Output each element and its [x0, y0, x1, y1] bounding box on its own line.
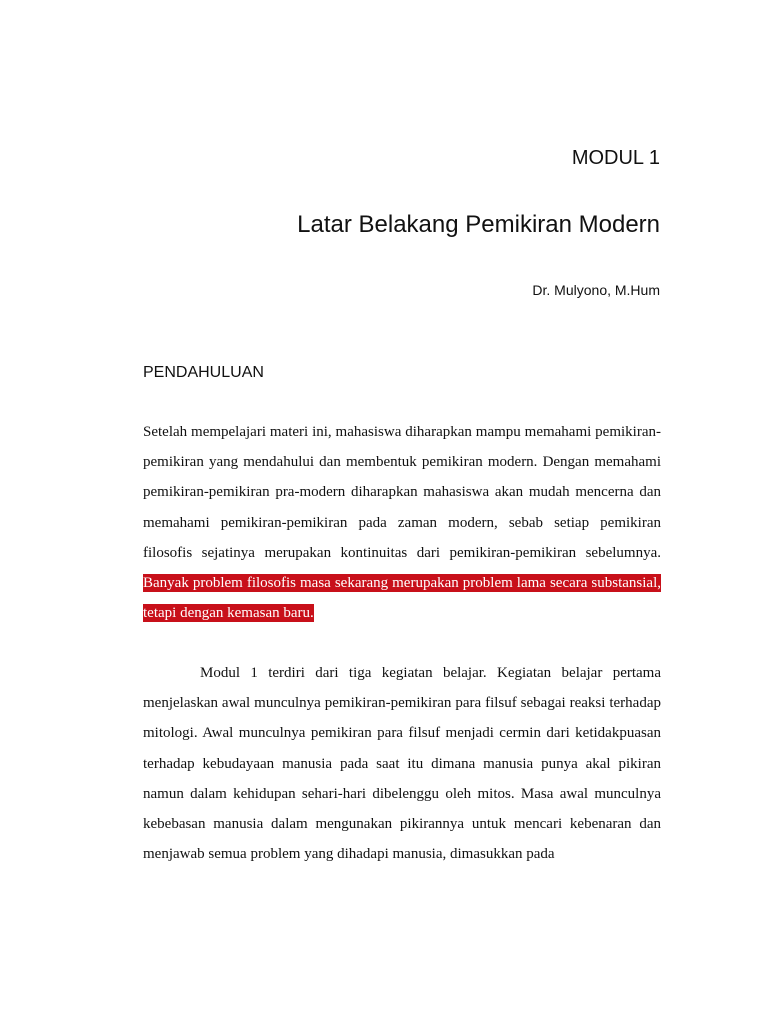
highlighted-sentence: Banyak problem filosofis masa sekarang merupakan problem lama secara substansial, tetapi dengan kemasan baru. [143, 575, 661, 622]
intro-paragraph [143, 417, 661, 628]
module-label: MODUL 1 [571, 147, 660, 169]
module-overview-paragraph: Modul 1 terdiri dari tiga kegiatan belajar. Kegiatan belajar pertama menjelaskan awal munculnya pemikiran-pemikiran para filsuf sebagai reaksi terhadap mitologi. Awal munculnya pemikiran para filsuf menjadi cermin dari ketidakpuasan terhadap kebudayaan manusia pada saat itu dimana manusia punya akal pikiran namun dalam kehidupan sehari-hari dibelenggu oleh mitos. Masa awal munculnya kebebasan manusia dalam mengunakan pikirannya untuk mencari kebenaran dan menjawab semua problem yang dihadapi manusia, dimasukkan pada [143, 665, 661, 863]
module-title: Latar Belakang Pemikiran Modern [297, 211, 660, 238]
section-heading: PENDAHULUAN [143, 364, 264, 381]
module-author: Dr. Mulyono, M.Hum [532, 282, 660, 298]
intro-paragraph-text: Setelah mempelajari materi ini, mahasiswa diharapkan mampu memahami pemikiran-pemikiran yang mendahului dan membentuk pemikiran modern. Dengan memahami pemikiran-pemikiran pra-modern diharapkan mahasiswa akan mudah mencerna dan memahami pemikiran-pemikiran pada zaman modern, sebab setiap pemikiran filosofis sejatinya merupakan kontinuitas dari pemikiran-pemikiran sebelumnya. [143, 424, 661, 561]
